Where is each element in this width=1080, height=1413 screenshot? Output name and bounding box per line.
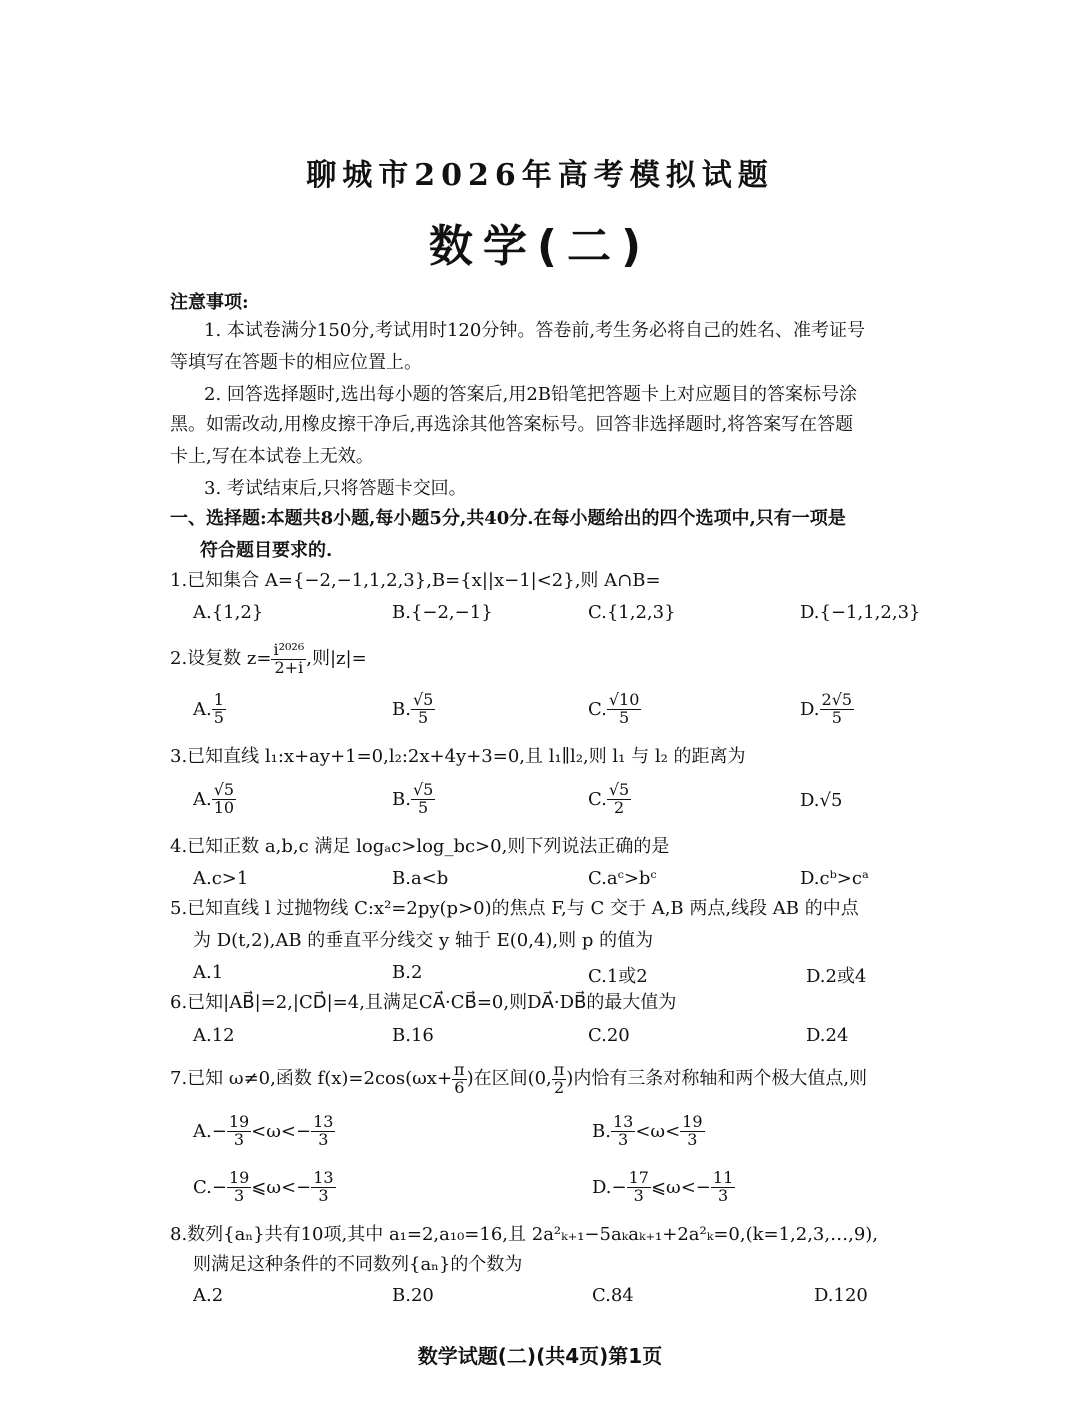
question-1-stem: 1.已知集合 A={−2,−1,1,2,3},B={x||x−1|<2},则 A∩B= <box>170 570 661 591</box>
q3-c-num: √5 <box>608 780 630 799</box>
q2-d-den: 5 <box>831 707 842 727</box>
q8-option-a: A.2 <box>193 1285 224 1306</box>
q7-a-d2: 3 <box>318 1129 329 1149</box>
q1-option-d: D.{−1,1,2,3} <box>800 602 921 623</box>
q7-d-d1: 3 <box>633 1185 644 1205</box>
q7-option-b <box>592 1114 705 1149</box>
q7-frac-1-den: 6 <box>454 1077 465 1097</box>
q8-option-d: D.120 <box>814 1285 868 1306</box>
q2-option-b <box>392 692 435 727</box>
section-heading-line-2: 符合题目要求的. <box>200 540 333 561</box>
q2-option-a-label: A. <box>193 698 212 720</box>
q7-d-d2: 3 <box>717 1185 729 1205</box>
q2-fraction-num: i²⁰²⁶ <box>273 640 305 659</box>
q8-option-b: B.20 <box>392 1285 434 1306</box>
section-heading-line-1: 一、选择题:本题共8小题,每小题5分,共40分.在每小题给出的四个选项中,只有一项是 <box>170 508 846 529</box>
q2-b-den: 5 <box>418 707 429 727</box>
q7-c-n1: 19 <box>228 1168 250 1187</box>
q7-b-d1: 3 <box>618 1129 629 1149</box>
q7-b-frac-2 <box>680 1114 704 1149</box>
q2-option-c-frac <box>607 692 642 727</box>
q2-option-b-frac <box>411 692 435 727</box>
q3-option-c-frac <box>607 782 631 817</box>
q7-d-pre: D.− <box>592 1176 627 1198</box>
q2-c-den: 5 <box>619 707 630 727</box>
notice-item-2-line-2: 黑。如需改动,用橡皮擦干净后,再选涂其他答案标号。回答非选择题时,将答案写在答题 <box>170 414 854 435</box>
q7-b-n2: 19 <box>682 1112 703 1131</box>
q2-option-a-frac <box>212 692 226 727</box>
q3-b-num: √5 <box>412 780 434 799</box>
q1-option-a: A.{1,2} <box>193 602 264 623</box>
question-2-stem <box>170 642 367 677</box>
q7-a-frac-2 <box>311 1114 335 1149</box>
q7-b-frac-1 <box>611 1114 635 1149</box>
q6-option-a: A.12 <box>193 1025 235 1046</box>
q7-frac-2-num: π <box>553 1060 565 1079</box>
q5-option-c: C.1或2 <box>588 966 648 987</box>
notice-item-3: 3. 考试结束后,只将答题卡交回。 <box>204 478 467 499</box>
q7-b-d2: 3 <box>687 1129 698 1149</box>
question-4-stem: 4.已知正数 a,b,c 满足 logₐc>log_bc>0,则下列说法正确的是 <box>170 836 670 857</box>
q7-c-d2: 3 <box>318 1185 329 1205</box>
notice-item-1-line-1: 1. 本试卷满分150分,考试用时120分钟。答卷前,考生务必将自己的姓名、准考证号 <box>204 320 866 341</box>
notice-item-2-line-1: 2. 回答选择题时,选出每小题的答案后,用2B铅笔把答题卡上对应题目的答案标号涂 <box>204 384 858 405</box>
q7-part-2: )在区间(0, <box>466 1068 552 1090</box>
q7-d-mid: ⩽ω<− <box>650 1176 711 1198</box>
q7-option-c <box>193 1170 336 1205</box>
q3-option-a-frac <box>212 782 236 817</box>
q7-d-n1: 17 <box>628 1168 649 1187</box>
q2-a-num: 1 <box>213 690 224 709</box>
q5-option-a: A.1 <box>193 962 224 983</box>
q7-c-frac-2 <box>311 1170 335 1205</box>
question-3-stem: 3.已知直线 l₁:x+ay+1=0,l₂:2x+4y+3=0,且 l₁∥l₂,则 l₁ 与 l₂ 的距离为 <box>170 746 746 767</box>
q7-c-n2: 13 <box>313 1168 334 1187</box>
q5-option-b: B.2 <box>392 962 423 983</box>
q7-c-mid: ⩽ω<− <box>251 1176 312 1198</box>
q3-a-num: √5 <box>213 780 235 799</box>
q2-option-b-label: B. <box>392 698 411 720</box>
q7-frac-1 <box>452 1062 467 1097</box>
q2-option-d-frac <box>820 692 855 727</box>
q7-c-pre: C.− <box>193 1176 227 1198</box>
q2-option-c-label: C. <box>588 698 607 720</box>
q7-frac-2-den: 2 <box>553 1077 565 1097</box>
q7-part-3: )内恰有三条对称轴和两个极大值点,则 <box>566 1068 868 1090</box>
q7-part-1: 7.已知 ω≠0,函数 f(x)=2cos(ωx+ <box>170 1068 453 1090</box>
question-5-line-2: 为 D(t,2),AB 的垂直平分线交 y 轴于 E(0,4),则 p 的值为 <box>193 930 654 951</box>
q2-fraction-den: 2+i <box>274 657 304 677</box>
q3-option-b <box>392 782 435 817</box>
q7-a-d1: 3 <box>233 1129 245 1149</box>
notice-heading: 注意事项: <box>170 292 249 313</box>
q2-a-den: 5 <box>213 707 224 727</box>
exam-title: 聊城市2026年高考模拟试题 <box>306 158 774 193</box>
q4-option-b: B.a<b <box>392 868 449 889</box>
q7-option-d <box>592 1170 735 1205</box>
subject-title: 数学(二) <box>428 221 652 272</box>
notice-item-2-line-3: 卡上,写在本试卷上无效。 <box>170 446 374 467</box>
q3-option-b-label: B. <box>392 788 411 810</box>
q5-option-d: D.2或4 <box>806 966 867 987</box>
q3-option-c <box>588 782 631 817</box>
q7-a-n1: 19 <box>228 1112 250 1131</box>
q7-option-a <box>193 1114 335 1149</box>
q2-d-num: 2√5 <box>821 690 853 709</box>
q3-option-a <box>193 782 236 817</box>
q6-option-d: D.24 <box>806 1025 849 1046</box>
question-7-stem <box>170 1062 867 1097</box>
q4-option-a: A.c>1 <box>193 868 249 889</box>
q3-option-d: D.√5 <box>800 790 843 811</box>
q1-option-b: B.{−2,−1} <box>392 602 493 623</box>
q3-a-den: 10 <box>213 797 235 817</box>
q7-c-d1: 3 <box>234 1185 245 1205</box>
q2-option-d-label: D. <box>800 698 820 720</box>
q7-a-mid: <ω<− <box>251 1120 312 1142</box>
q3-option-b-frac <box>411 782 435 817</box>
page-footer: 数学试题(二)(共4页)第1页 <box>417 1344 663 1368</box>
q3-b-den: 5 <box>418 797 429 817</box>
q3-c-den: 2 <box>613 797 625 817</box>
question-5-line-1: 5.已知直线 l 过抛物线 C:x²=2py(p>0)的焦点 F,与 C 交于 A,B 两点,线段 AB 的中点 <box>170 898 859 919</box>
q2-b-num: √5 <box>412 690 434 709</box>
q2-option-a <box>193 692 226 727</box>
q7-b-n1: 13 <box>612 1112 634 1131</box>
q7-d-frac-2 <box>711 1170 735 1205</box>
q2-option-d <box>800 692 854 727</box>
notice-item-1-line-2: 等填写在答题卡的相应位置上。 <box>170 352 422 373</box>
q2-c-num: √10 <box>608 690 640 709</box>
q3-option-c-label: C. <box>588 788 607 810</box>
q2-suffix: ,则|z|= <box>306 648 367 670</box>
q7-c-frac-1 <box>227 1170 251 1205</box>
q7-b-mid: <ω< <box>635 1120 681 1142</box>
q7-a-n2: 13 <box>313 1112 334 1131</box>
q2-option-c <box>588 692 641 727</box>
question-6-stem: 6.已知|AB⃗|=2,|CD⃗|=4,且满足CA⃗·CB⃗=0,则DA⃗·DB⃗的最大值为 <box>170 992 677 1013</box>
q2-prefix: 2.设复数 z= <box>170 648 272 670</box>
q3-option-a-label: A. <box>193 788 212 810</box>
q7-frac-1-num: π <box>454 1060 465 1079</box>
q6-option-c: C.20 <box>588 1025 630 1046</box>
q7-a-frac-1 <box>227 1114 251 1149</box>
q7-b-pre: B. <box>592 1120 611 1142</box>
q7-frac-2 <box>552 1062 567 1097</box>
q6-option-b: B.16 <box>392 1025 434 1046</box>
q7-d-frac-1 <box>627 1170 651 1205</box>
q8-option-c: C.84 <box>592 1285 634 1306</box>
question-8-line-2: 则满足这种条件的不同数列{aₙ}的个数为 <box>193 1254 523 1275</box>
q1-option-c: C.{1,2,3} <box>588 602 676 623</box>
q7-a-pre: A.− <box>193 1120 227 1142</box>
q7-d-n2: 11 <box>712 1168 734 1187</box>
q4-option-c: C.aᶜ>bᶜ <box>588 868 657 889</box>
q4-option-d: D.cᵇ>cᵃ <box>800 868 869 889</box>
q2-fraction <box>271 642 306 677</box>
question-8-line-1: 8.数列{aₙ}共有10项,其中 a₁=2,a₁₀=16,且 2a²ₖ₊₁−5aₖaₖ₊₁+2a²ₖ=0,(k=1,2,3,…,9), <box>170 1224 879 1245</box>
